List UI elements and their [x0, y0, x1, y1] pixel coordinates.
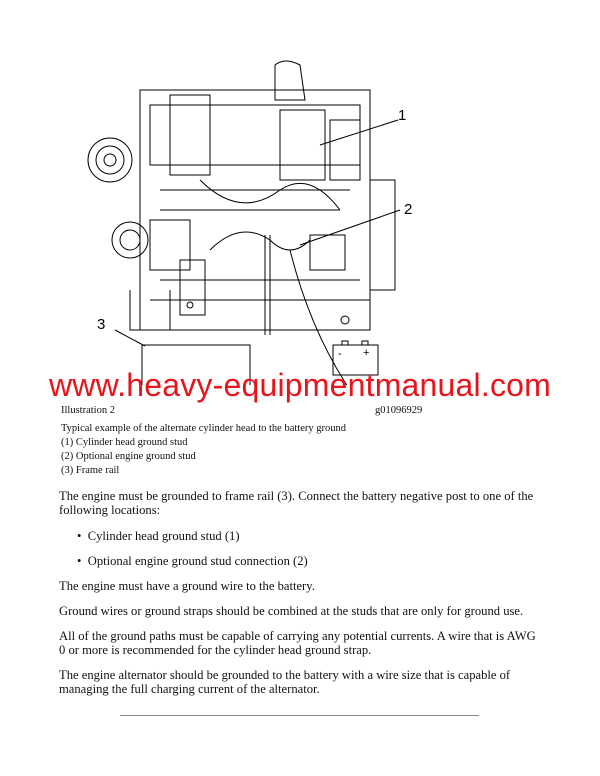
caption-item: (2) Optional engine ground stud	[61, 451, 196, 462]
callout-1: 1	[398, 107, 407, 124]
callout-3: 3	[97, 316, 106, 333]
watermark: www.heavy-equipmentmanual.com	[48, 367, 552, 403]
illustration-title: Illustration 2	[61, 405, 115, 416]
battery-positive: +	[363, 347, 370, 359]
battery-negative: -	[338, 348, 342, 360]
caption-item: (3) Frame rail	[61, 465, 120, 476]
paragraph: The engine must be grounded to frame rail (3). Connect the battery negative post to one of the following locations:	[59, 489, 534, 517]
bullet-text: Cylinder head ground stud (1)	[87, 529, 240, 543]
bullet-item	[77, 554, 308, 569]
bullet-icon: •	[77, 554, 88, 568]
caption-item: (1) Cylinder head ground stud	[61, 437, 188, 448]
bullet-icon: •	[77, 529, 88, 543]
paragraph: The engine alternator should be grounded to the battery with a wire size that is capable of managing the full charging current of the alternator.	[59, 668, 511, 696]
bullet-item	[77, 529, 240, 544]
paragraph: All of the ground paths must be capable of carrying any potential currents. A wire that is AWG 0 or more is recommended for the cylinder head ground strap.	[59, 629, 536, 657]
callout-leader-1	[320, 120, 398, 145]
engine-drawing	[88, 61, 395, 385]
paragraph: Ground wires or ground straps should be combined at the studs that are only for ground use.	[59, 604, 524, 618]
callout-leader-2	[300, 210, 400, 245]
callout-leader-3	[115, 330, 145, 346]
divider	[120, 715, 479, 716]
illustration-id: g01096929	[375, 405, 423, 416]
bullet-text: Optional engine ground stud connection (2)	[87, 554, 308, 568]
paragraph: The engine must have a ground wire to the battery.	[59, 579, 315, 593]
engine-illustration	[80, 50, 460, 385]
battery-terminals	[342, 341, 368, 345]
callout-2: 2	[404, 201, 413, 218]
caption-description: Typical example of the alternate cylinder head to the battery ground	[61, 423, 346, 434]
